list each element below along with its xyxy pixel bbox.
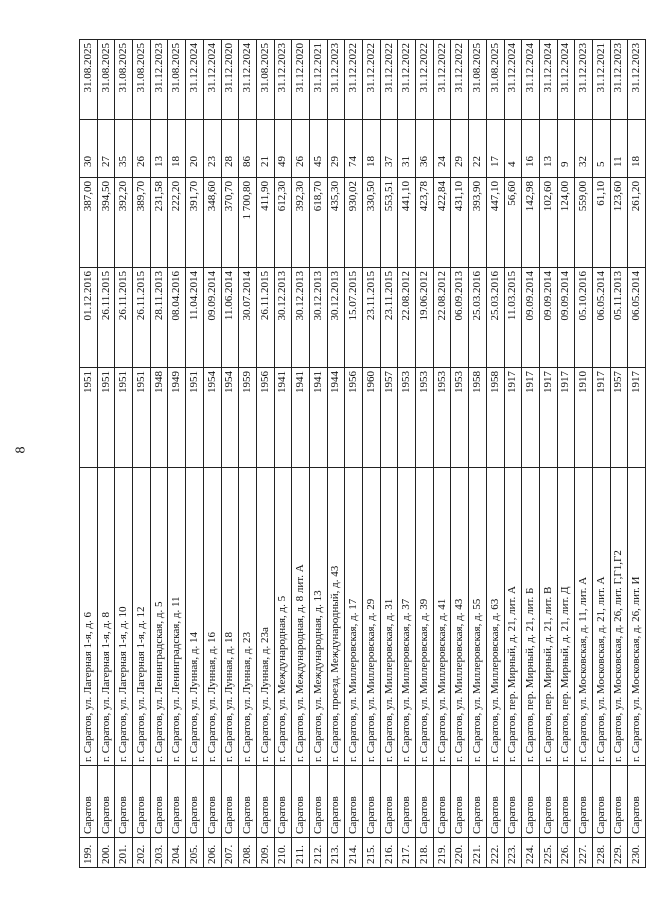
date-cell: 25.03.2016 [486, 268, 504, 368]
date-cell: 09.09.2014 [203, 268, 221, 368]
address-cell: г. Саратов, ул. Миллеровская, д. 37 [398, 468, 416, 766]
count-cell: 23 [203, 120, 221, 178]
city-cell: Саратов [221, 766, 239, 838]
area-cell: 56,60 [504, 178, 522, 268]
deadline-cell: 31.08.2025 [256, 40, 274, 120]
area-cell: 124,00 [557, 178, 575, 268]
deadline-cell: 31.12.2022 [398, 40, 416, 120]
count-cell: 18 [168, 120, 186, 178]
city-cell: Саратов [433, 766, 451, 838]
date-cell: 23.11.2015 [363, 268, 381, 368]
deadline-cell: 31.08.2025 [486, 40, 504, 120]
area-cell: 411,90 [256, 178, 274, 268]
date-cell: 08.04.2016 [168, 268, 186, 368]
area-cell: 61,10 [592, 178, 610, 268]
area-cell: 422,84 [433, 178, 451, 268]
deadline-cell: 31.12.2022 [380, 40, 398, 120]
area-cell: 423,78 [416, 178, 434, 268]
address-cell: г. Саратов, пер. Мирный, д. 21, лит. А [504, 468, 522, 766]
area-cell: 142,98 [522, 178, 540, 268]
table-row [292, 40, 310, 868]
deadline-cell: 31.12.2024 [504, 40, 522, 120]
address-cell: г. Саратов, ул. Лагерная 1-я, д. 12 [133, 468, 151, 766]
city-cell: Саратов [451, 766, 469, 838]
date-cell: 05.10.2016 [575, 268, 593, 368]
year-cell: 1958 [469, 368, 487, 468]
year-cell: 1951 [80, 368, 98, 468]
year-cell: 1956 [345, 368, 363, 468]
year-cell: 1951 [186, 368, 204, 468]
address-cell: г. Саратов, проезд. Международный, д. 43 [327, 468, 345, 766]
year-cell: 1917 [628, 368, 646, 468]
table-row [309, 40, 327, 868]
row-number: 216. [380, 838, 398, 868]
count-cell: 30 [80, 120, 98, 178]
area-cell: 441,10 [398, 178, 416, 268]
date-cell: 06.05.2014 [628, 268, 646, 368]
row-number: 214. [345, 838, 363, 868]
date-cell: 11.06.2014 [221, 268, 239, 368]
date-cell: 09.09.2014 [557, 268, 575, 368]
year-cell: 1959 [239, 368, 257, 468]
address-cell: г. Саратов, ул. Московская, д. 26, лит. И [628, 468, 646, 766]
year-cell: 1957 [610, 368, 628, 468]
row-number: 219. [433, 838, 451, 868]
row-number: 201. [115, 838, 133, 868]
count-cell: 29 [327, 120, 345, 178]
date-cell: 11.03.2015 [504, 268, 522, 368]
table-row [416, 40, 434, 868]
address-cell: г. Саратов, ул. Миллеровская, д. 29 [363, 468, 381, 766]
city-cell: Саратов [256, 766, 274, 838]
deadline-cell: 31.08.2025 [97, 40, 115, 120]
table-row [504, 40, 522, 868]
city-cell: Саратов [168, 766, 186, 838]
city-cell: Саратов [398, 766, 416, 838]
row-number: 200. [97, 838, 115, 868]
year-cell: 1917 [504, 368, 522, 468]
city-cell: Саратов [539, 766, 557, 838]
deadline-cell: 31.08.2025 [115, 40, 133, 120]
deadline-cell: 31.12.2024 [239, 40, 257, 120]
row-number: 228. [592, 838, 610, 868]
count-cell: 36 [416, 120, 434, 178]
row-number: 206. [203, 838, 221, 868]
row-number: 217. [398, 838, 416, 868]
city-cell: Саратов [186, 766, 204, 838]
row-number: 208. [239, 838, 257, 868]
count-cell: 49 [274, 120, 292, 178]
table-row [133, 40, 151, 868]
count-cell: 20 [186, 120, 204, 178]
year-cell: 1958 [486, 368, 504, 468]
row-number: 225. [539, 838, 557, 868]
deadline-cell: 31.12.2024 [557, 40, 575, 120]
city-cell: Саратов [97, 766, 115, 838]
area-cell: 618,70 [309, 178, 327, 268]
city-cell: Саратов [115, 766, 133, 838]
city-cell: Саратов [150, 766, 168, 838]
count-cell: 31 [398, 120, 416, 178]
address-cell: г. Саратов, ул. Лунная, д. 16 [203, 468, 221, 766]
deadline-cell: 31.12.2022 [363, 40, 381, 120]
date-cell: 28.11.2013 [150, 268, 168, 368]
area-cell: 392,30 [292, 178, 310, 268]
address-cell: г. Саратов, ул. Московская, д. 11, лит. А [575, 468, 593, 766]
year-cell: 1917 [539, 368, 557, 468]
address-cell: г. Саратов, ул. Миллеровская, д. 43 [451, 468, 469, 766]
address-cell: г. Саратов, ул. Миллеровская, д. 63 [486, 468, 504, 766]
deadline-cell: 31.12.2020 [292, 40, 310, 120]
year-cell: 1960 [363, 368, 381, 468]
count-cell: 13 [150, 120, 168, 178]
date-cell: 30.12.2013 [292, 268, 310, 368]
year-cell: 1917 [592, 368, 610, 468]
address-cell: г. Саратов, ул. Международная, д. 8 лит. А [292, 468, 310, 766]
year-cell: 1917 [557, 368, 575, 468]
city-cell: Саратов [239, 766, 257, 838]
area-cell: 435,30 [327, 178, 345, 268]
row-number: 202. [133, 838, 151, 868]
city-cell: Саратов [80, 766, 98, 838]
date-cell: 19.06.2012 [416, 268, 434, 368]
area-cell: 559,00 [575, 178, 593, 268]
address-cell: г. Саратов, ул. Миллеровская, д. 17 [345, 468, 363, 766]
row-number: 223. [504, 838, 522, 868]
area-cell: 447,10 [486, 178, 504, 268]
deadline-cell: 31.12.2023 [274, 40, 292, 120]
address-cell: г. Саратов, ул. Миллеровская, д. 31 [380, 468, 398, 766]
count-cell: 29 [451, 120, 469, 178]
year-cell: 1951 [133, 368, 151, 468]
table-row [186, 40, 204, 868]
area-cell: 1 700,80 [239, 178, 257, 268]
count-cell: 21 [256, 120, 274, 178]
city-cell: Саратов [363, 766, 381, 838]
date-cell: 26.11.2015 [256, 268, 274, 368]
year-cell: 1941 [274, 368, 292, 468]
year-cell: 1917 [522, 368, 540, 468]
city-cell: Саратов [610, 766, 628, 838]
count-cell: 13 [539, 120, 557, 178]
area-cell: 612,30 [274, 178, 292, 268]
year-cell: 1954 [203, 368, 221, 468]
table-row [150, 40, 168, 868]
address-cell: г. Саратов, ул. Московская, д. 26, лит. Г,Г1,Г2 [610, 468, 628, 766]
count-cell: 26 [133, 120, 151, 178]
address-cell: г. Саратов, ул. Международная, д. 5 [274, 468, 292, 766]
year-cell: 1941 [309, 368, 327, 468]
date-cell: 30.12.2013 [274, 268, 292, 368]
table-row [115, 40, 133, 868]
table-row [221, 40, 239, 868]
address-cell: г. Саратов, пер. Мирный, д. 21, лит. Б [522, 468, 540, 766]
row-number: 218. [416, 838, 434, 868]
count-cell: 37 [380, 120, 398, 178]
row-number: 221. [469, 838, 487, 868]
deadline-cell: 31.12.2024 [186, 40, 204, 120]
area-cell: 261,20 [628, 178, 646, 268]
city-cell: Саратов [522, 766, 540, 838]
date-cell: 09.09.2014 [522, 268, 540, 368]
city-cell: Саратов [327, 766, 345, 838]
area-cell: 553,51 [380, 178, 398, 268]
table-row [363, 40, 381, 868]
date-cell: 22.08.2012 [433, 268, 451, 368]
date-cell: 25.03.2016 [469, 268, 487, 368]
address-cell: г. Саратов, ул. Ленинградская, д. 11 [168, 468, 186, 766]
count-cell: 35 [115, 120, 133, 178]
year-cell: 1953 [398, 368, 416, 468]
year-cell: 1910 [575, 368, 593, 468]
row-number: 213. [327, 838, 345, 868]
area-cell: 431,10 [451, 178, 469, 268]
address-cell: г. Саратов, пер. Мирный, д. 21, лит. В [539, 468, 557, 766]
area-cell: 231,58 [150, 178, 168, 268]
city-cell: Саратов [380, 766, 398, 838]
city-cell: Саратов [416, 766, 434, 838]
address-cell: г. Саратов, ул. Миллеровская, д. 55 [469, 468, 487, 766]
housing-table [79, 39, 646, 868]
table-row [610, 40, 628, 868]
count-cell: 22 [469, 120, 487, 178]
row-number: 230. [628, 838, 646, 868]
deadline-cell: 31.12.2022 [416, 40, 434, 120]
count-cell: 11 [610, 120, 628, 178]
table-row [557, 40, 575, 868]
area-cell: 123,60 [610, 178, 628, 268]
page-number: 8 [13, 446, 29, 454]
year-cell: 1951 [97, 368, 115, 468]
date-cell: 15.07.2015 [345, 268, 363, 368]
deadline-cell: 31.08.2025 [168, 40, 186, 120]
address-cell: г. Саратов, ул. Лунная, д. 18 [221, 468, 239, 766]
deadline-cell: 31.12.2020 [221, 40, 239, 120]
table-row [522, 40, 540, 868]
deadline-cell: 31.12.2021 [309, 40, 327, 120]
row-number: 211. [292, 838, 310, 868]
city-cell: Саратов [469, 766, 487, 838]
table-row [97, 40, 115, 868]
address-cell: г. Саратов, ул. Лагерная 1-я, д. 8 [97, 468, 115, 766]
table-row [168, 40, 186, 868]
table-row [398, 40, 416, 868]
count-cell: 28 [221, 120, 239, 178]
date-cell: 23.11.2015 [380, 268, 398, 368]
count-cell: 27 [97, 120, 115, 178]
count-cell: 45 [309, 120, 327, 178]
deadline-cell: 31.12.2024 [203, 40, 221, 120]
year-cell: 1941 [292, 368, 310, 468]
row-number: 209. [256, 838, 274, 868]
row-number: 212. [309, 838, 327, 868]
area-cell: 222,20 [168, 178, 186, 268]
table-row [433, 40, 451, 868]
row-number: 226. [557, 838, 575, 868]
table-row [345, 40, 363, 868]
area-cell: 391,70 [186, 178, 204, 268]
table-body [80, 40, 646, 868]
count-cell: 18 [363, 120, 381, 178]
count-cell: 24 [433, 120, 451, 178]
area-cell: 387,00 [80, 178, 98, 268]
row-number: 222. [486, 838, 504, 868]
deadline-cell: 31.08.2025 [469, 40, 487, 120]
table-row [239, 40, 257, 868]
date-cell: 30.12.2013 [309, 268, 327, 368]
date-cell: 22.08.2012 [398, 268, 416, 368]
deadline-cell: 31.08.2025 [80, 40, 98, 120]
address-cell: г. Саратов, ул. Международная, д. 13 [309, 468, 327, 766]
count-cell: 4 [504, 120, 522, 178]
city-cell: Саратов [575, 766, 593, 838]
city-cell: Саратов [504, 766, 522, 838]
city-cell: Саратов [345, 766, 363, 838]
area-cell: 330,50 [363, 178, 381, 268]
area-cell: 102,60 [539, 178, 557, 268]
address-cell: г. Саратов, ул. Лунная, д. 23 [239, 468, 257, 766]
count-cell: 5 [592, 120, 610, 178]
address-cell: г. Саратов, ул. Московская, д. 21, лит. А [592, 468, 610, 766]
date-cell: 30.07.2014 [239, 268, 257, 368]
rotated-table-container [79, 40, 643, 868]
area-cell: 930,02 [345, 178, 363, 268]
area-cell: 348,60 [203, 178, 221, 268]
year-cell: 1956 [256, 368, 274, 468]
year-cell: 1944 [327, 368, 345, 468]
table-row [575, 40, 593, 868]
table-row [80, 40, 98, 868]
count-cell: 32 [575, 120, 593, 178]
row-number: 229. [610, 838, 628, 868]
deadline-cell: 31.12.2024 [522, 40, 540, 120]
table-row [380, 40, 398, 868]
count-cell: 9 [557, 120, 575, 178]
date-cell: 11.04.2014 [186, 268, 204, 368]
deadline-cell: 31.12.2021 [592, 40, 610, 120]
deadline-cell: 31.12.2023 [610, 40, 628, 120]
table-row [256, 40, 274, 868]
count-cell: 18 [628, 120, 646, 178]
deadline-cell: 31.12.2023 [628, 40, 646, 120]
city-cell: Саратов [486, 766, 504, 838]
row-number: 199. [80, 838, 98, 868]
row-number: 224. [522, 838, 540, 868]
date-cell: 05.11.2013 [610, 268, 628, 368]
address-cell: г. Саратов, ул. Лагерная 1-я, д. 6 [80, 468, 98, 766]
date-cell: 26.11.2015 [115, 268, 133, 368]
city-cell: Саратов [309, 766, 327, 838]
count-cell: 17 [486, 120, 504, 178]
table-row [327, 40, 345, 868]
year-cell: 1953 [433, 368, 451, 468]
count-cell: 86 [239, 120, 257, 178]
table-row [451, 40, 469, 868]
table-row [274, 40, 292, 868]
date-cell: 09.09.2014 [539, 268, 557, 368]
table-row [539, 40, 557, 868]
date-cell: 26.11.2015 [133, 268, 151, 368]
row-number: 227. [575, 838, 593, 868]
date-cell: 06.09.2013 [451, 268, 469, 368]
address-cell: г. Саратов, ул. Миллеровская, д. 39 [416, 468, 434, 766]
area-cell: 393,90 [469, 178, 487, 268]
area-cell: 394,50 [97, 178, 115, 268]
city-cell: Саратов [203, 766, 221, 838]
count-cell: 74 [345, 120, 363, 178]
deadline-cell: 31.12.2022 [451, 40, 469, 120]
date-cell: 26.11.2015 [97, 268, 115, 368]
city-cell: Саратов [557, 766, 575, 838]
deadline-cell: 31.12.2023 [150, 40, 168, 120]
city-cell: Саратов [628, 766, 646, 838]
deadline-cell: 31.12.2024 [539, 40, 557, 120]
deadline-cell: 31.08.2025 [133, 40, 151, 120]
address-cell: г. Саратов, ул. Ленинградская, д. 5 [150, 468, 168, 766]
count-cell: 26 [292, 120, 310, 178]
table-row [203, 40, 221, 868]
year-cell: 1948 [150, 368, 168, 468]
row-number: 207. [221, 838, 239, 868]
city-cell: Саратов [133, 766, 151, 838]
row-number: 205. [186, 838, 204, 868]
row-number: 204. [168, 838, 186, 868]
city-cell: Саратов [292, 766, 310, 838]
deadline-cell: 31.12.2022 [345, 40, 363, 120]
area-cell: 392,20 [115, 178, 133, 268]
address-cell: г. Саратов, ул. Лунная, д. 14 [186, 468, 204, 766]
city-cell: Саратов [274, 766, 292, 838]
address-cell: г. Саратов, ул. Миллеровская, д. 41 [433, 468, 451, 766]
date-cell: 30.12.2013 [327, 268, 345, 368]
date-cell: 01.12.2016 [80, 268, 98, 368]
row-number: 203. [150, 838, 168, 868]
row-number: 210. [274, 838, 292, 868]
count-cell: 16 [522, 120, 540, 178]
year-cell: 1953 [416, 368, 434, 468]
year-cell: 1949 [168, 368, 186, 468]
address-cell: г. Саратов, ул. Лунная, д. 23а [256, 468, 274, 766]
year-cell: 1951 [115, 368, 133, 468]
address-cell: г. Саратов, ул. Лагерная 1-я, д. 10 [115, 468, 133, 766]
deadline-cell: 31.12.2022 [433, 40, 451, 120]
deadline-cell: 31.12.2023 [327, 40, 345, 120]
year-cell: 1957 [380, 368, 398, 468]
year-cell: 1953 [451, 368, 469, 468]
year-cell: 1954 [221, 368, 239, 468]
area-cell: 389,70 [133, 178, 151, 268]
table-row [592, 40, 610, 868]
date-cell: 06.05.2014 [592, 268, 610, 368]
city-cell: Саратов [592, 766, 610, 838]
row-number: 220. [451, 838, 469, 868]
area-cell: 370,70 [221, 178, 239, 268]
table-row [469, 40, 487, 868]
address-cell: г. Саратов, пер. Мирный, д. 21, лит. Д [557, 468, 575, 766]
deadline-cell: 31.12.2023 [575, 40, 593, 120]
row-number: 215. [363, 838, 381, 868]
table-row [628, 40, 646, 868]
table-row [486, 40, 504, 868]
